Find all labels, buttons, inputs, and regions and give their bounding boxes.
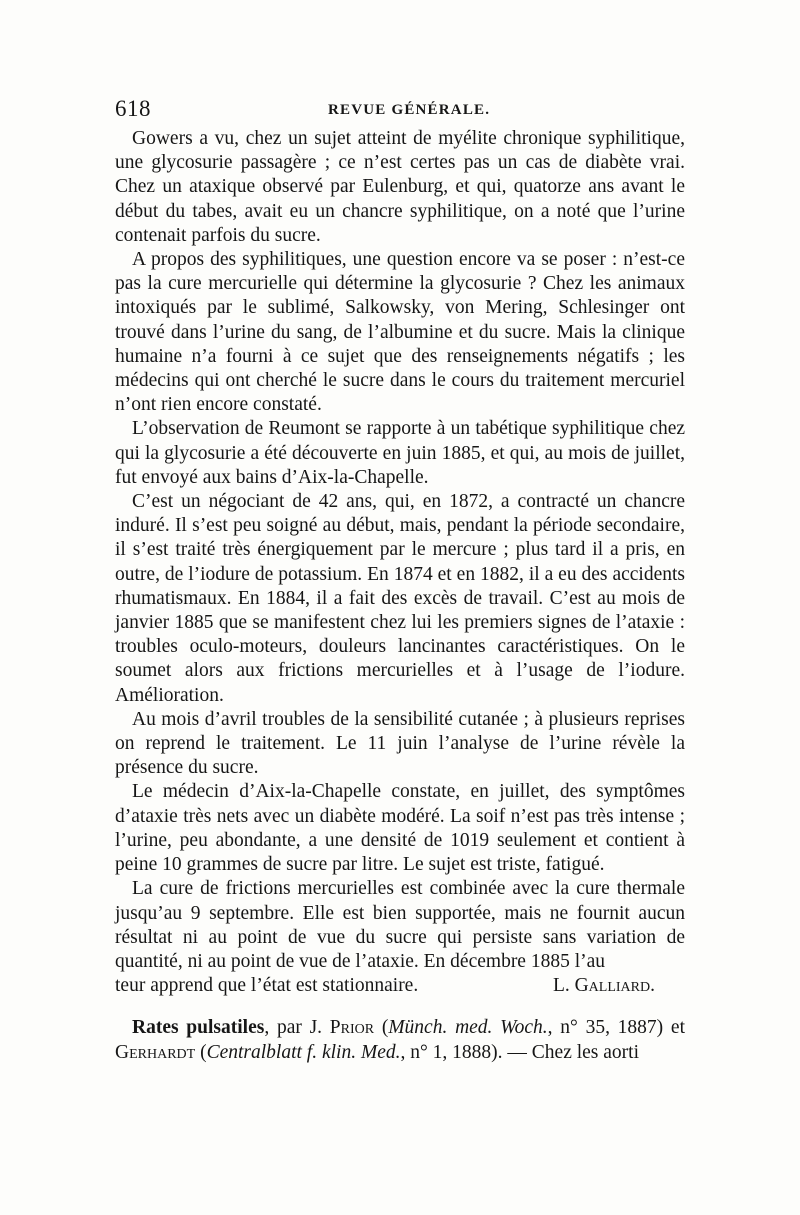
review-title: Rates pulsatiles (132, 1017, 265, 1039)
paragraph-april-troubles: Au mois d’avril troubles de la sensibilité cutanée ; à plusieurs reprises on reprend le traitement. Le 11 juin l’analyse de l’urine révèle la présence du sucre. (115, 708, 685, 779)
paragraph-case-history: C’est un négociant de 42 ans, qui, en 1872, a contracté un chancre induré. Il s’est peu soigné au début, mais, pendant la période secondaire, il s’est traité très énergiquement par le mercure ; plus tard il a pris, en outre, de l’iodure de potassium. En 1874 et en 1882, il a eu des accidents rhumatismaux. En 1884, il a fait des excès de travail. C’est au mois de janvier 1885 que se manifestent chez lui les premiers signes de l’ataxie : troubles oculo-moteurs, douleurs lancinantes caractéristiques. On le soumet alors aux frictions mercurielles et à l’usage de l’iodure. Amélioration. (115, 491, 685, 706)
paragraph-july-findings: Le médecin d’Aix-la-Chapelle constate, en juillet, des symptômes d’ataxie très nets avec un diabète modéré. La soif n’est pas très intense ; l’urine, peu abondante, a une densité de 1019 seulement et contient à peine 10 grammes de sucre par litre. Le sujet est triste, fatigué. (115, 781, 685, 876)
review-ref-1: , n° 35, 1887) et (547, 1017, 685, 1039)
running-head: REVUE GÉNÉRALE. (328, 102, 491, 118)
page-number: 618 (115, 96, 151, 121)
review-by: , par J. (264, 1017, 330, 1039)
review-open-paren-1: ( (374, 1017, 389, 1039)
review-journal-centralblatt: Centralblatt f. klin. Med. (206, 1041, 401, 1063)
review-ref-2: , n° 1, 1888). — Chez les aorti (400, 1041, 639, 1063)
review-journal-munch: Münch. med. Woch. (388, 1017, 548, 1039)
page-header (115, 96, 685, 124)
review-author-prior: Prior (329, 1017, 375, 1039)
paragraph-reumont-observation: L’observation de Reumont se rapporte à un tabétique syphilitique chez qui la glycosurie a été découverte en juin 1885, et qui, au mois de juillet, fut envoyé aux bains d’Aix-la-Chapelle. (115, 418, 685, 488)
closing-text: teur apprend que l’état est stationnaire. (115, 975, 419, 997)
review-author-gerhardt: Gerhardt (115, 1041, 196, 1063)
paragraph-thermal-cure: La cure de frictions mercurielles est combinée avec la cure thermale jusqu’au 9 septembre. Elle est bien supportée, mais ne fournit aucun résultat ni au point de vue du sucre qui persiste sans variation de quantité, ni au point de vue de l’ataxie. En décembre 1885 l’au (115, 878, 685, 972)
paragraph-mercurial-cure: A propos des syphilitiques, une question encore va se poser : n’est-ce pas la cure mercurielle qui détermine la glycosurie ? Chez les animaux intoxiqués par le sublimé, Salkowsky, von Mering, Schlesinger ont trouvé dans l’urine du sang, de l’albumine et du sucre. Mais la clinique humaine n’a fourni à ce sujet que des renseignements négatifs ; les médecins qui ont cherché le sucre dans le cours du traitement mercuriel n’ont rien encore constaté. (115, 249, 685, 416)
review-open-paren-2: ( (195, 1041, 207, 1063)
review-entry (115, 1016, 685, 1064)
closing-line (115, 974, 685, 998)
article-body (115, 127, 685, 1065)
author-signature: L. Galliard. (552, 975, 655, 997)
paragraph-gowers: Gowers a vu, chez un sujet atteint de myélite chronique syphilitique, une glycosurie passagère ; ce n’est certes pas un cas de diabète vrai. Chez un ataxique observé par Eulenburg, et qui, quatorze ans avant le début du tabes, avait eu un chancre syphilitique, on a noté que l’urine contenait parfois du sucre. (115, 128, 685, 246)
